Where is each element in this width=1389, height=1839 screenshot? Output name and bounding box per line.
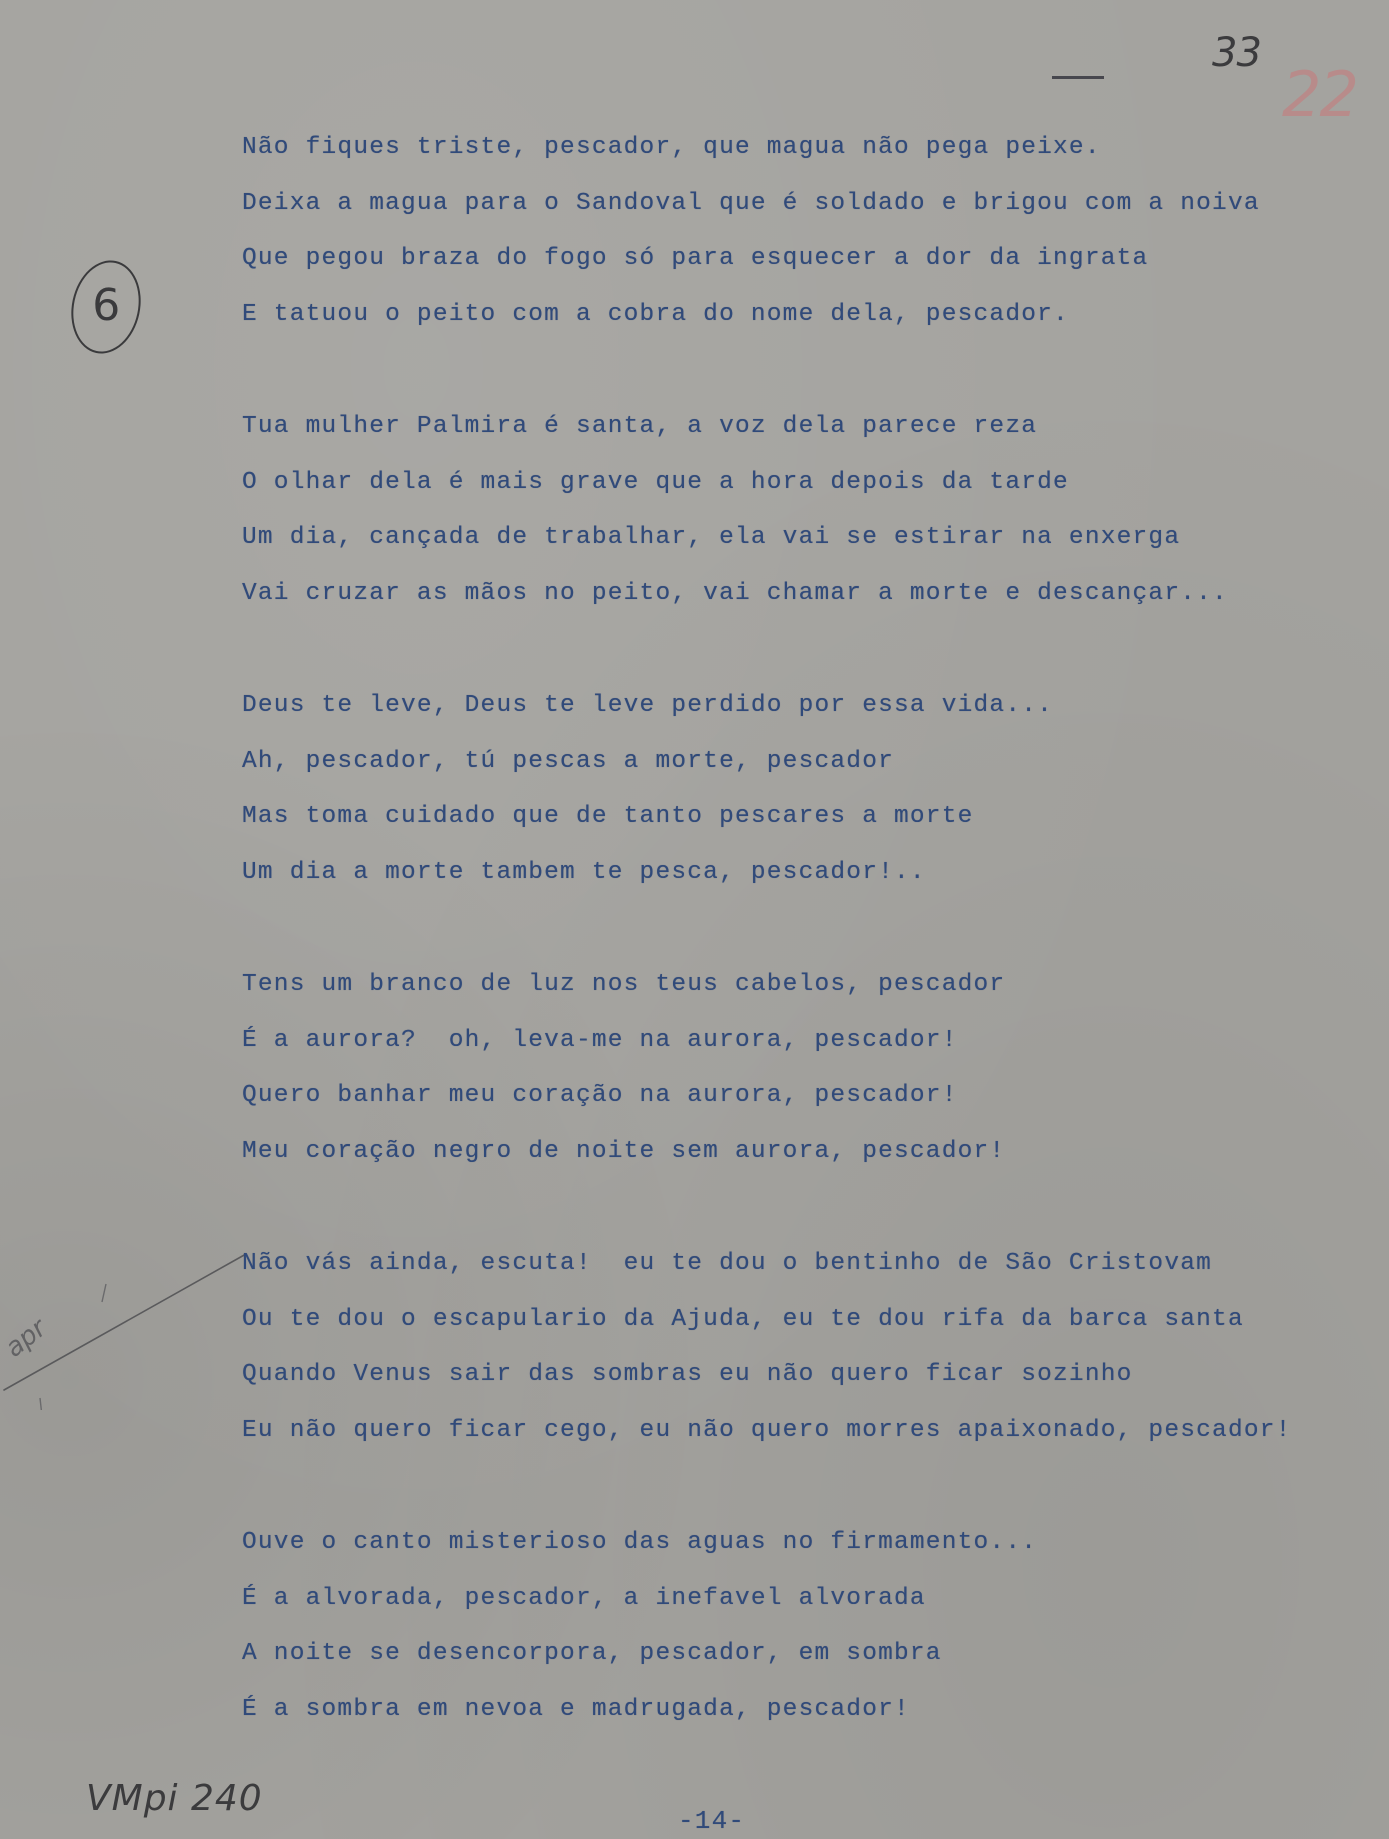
poem-line: Não fiques triste, pescador, que magua não pega peixe.	[242, 134, 1101, 161]
poem-line: É a alvorada, pescador, a inefavel alvorada	[242, 1584, 926, 1612]
stanza-marker-circle	[63, 254, 149, 360]
poem-line: Eu não quero ficar cego, eu não quero morres apaixonado, pescador!	[242, 1416, 1292, 1444]
poem-line: Vai cruzar as mãos no peito, vai chamar a morte e descançar...	[242, 579, 1228, 607]
poem-line: Tens um branco de luz nos teus cabelos, pescador	[242, 971, 1006, 998]
poem-line: Mas toma cuidado que de tanto pescares a morte	[242, 803, 974, 830]
footer-page-number: -14-	[678, 1806, 746, 1836]
stanza	[242, 1244, 1382, 1466]
poem-line: Quando Venus sair das sombras eu não quero ficar sozinho	[242, 1361, 1133, 1388]
margin-pencil-annotation	[0, 1240, 260, 1410]
stanza	[242, 1523, 1382, 1745]
catalog-note: VMpi 240	[86, 1778, 263, 1819]
poem-line: Tua mulher Palmira é santa, a voz dela parece reza	[242, 413, 1038, 440]
poem-line: Um dia, cançada de trabalhar, ela vai se estirar na enxerga	[242, 524, 1181, 551]
pencil-dash-mark	[1052, 76, 1104, 79]
red-page-number: 22	[1282, 58, 1357, 131]
poem-line: É a aurora? oh, leva-me na aurora, pescador!	[242, 1026, 958, 1054]
poem-line: E tatuou o peito com a cobra do nome dela, pescador.	[242, 300, 1069, 328]
poem-line: Meu coração negro de noite sem aurora, pescador!	[242, 1137, 1006, 1165]
margin-note-text: apr	[0, 1313, 53, 1364]
poem-line: Ouve o canto misterioso das aguas no firmamento...	[242, 1529, 1038, 1556]
poem-line: Ou te dou o escapulario da Ajuda, eu te dou rifa da barca santa	[242, 1305, 1244, 1333]
stanza	[242, 686, 1382, 908]
pencil-page-number: 33	[1212, 30, 1261, 76]
poem-line: Um dia a morte tambem te pesca, pescador!..	[242, 858, 926, 886]
stanza-marker-number: 6	[92, 280, 121, 332]
poem-line: Ah, pescador, tú pescas a morte, pescador	[242, 747, 894, 775]
poem-line: Deus te leve, Deus te leve perdido por essa vida...	[242, 692, 1054, 719]
poem-line: O olhar dela é mais grave que a hora depois da tarde	[242, 468, 1069, 496]
poem-line: Que pegou braza do fogo só para esquecer a dor da ingrata	[242, 245, 1149, 272]
stanza	[242, 407, 1382, 629]
poem-line: Quero banhar meu coração na aurora, pescador!	[242, 1082, 958, 1109]
poem-line: A noite se desencorpora, pescador, em sombra	[242, 1640, 942, 1667]
poem-line: É a sombra em nevoa e madrugada, pescador!	[242, 1695, 910, 1723]
stanza	[242, 965, 1382, 1187]
poem-line: Não vás ainda, escuta! eu te dou o bentinho de São Cristovam	[242, 1250, 1213, 1277]
stanza	[242, 128, 1382, 350]
poem-body	[242, 128, 1382, 1802]
poem-line: Deixa a magua para o Sandoval que é soldado e brigou com a noiva	[242, 189, 1260, 217]
